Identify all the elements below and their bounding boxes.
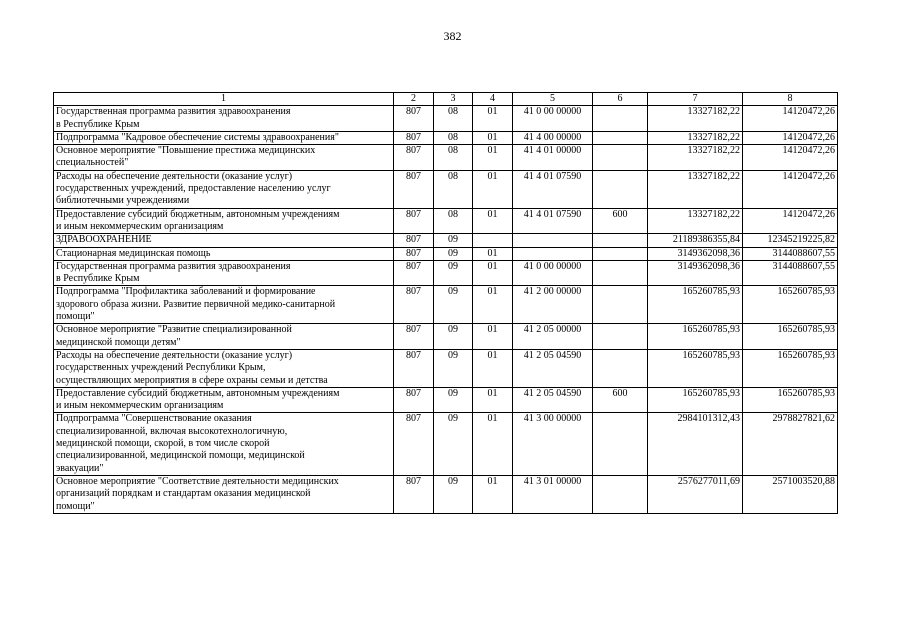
header-col-4: 4 <box>473 93 513 106</box>
row-section-cell: 09 <box>434 413 473 475</box>
row-amount-year2-cell: 165260785,93 <box>743 324 838 350</box>
row-amount-year1-cell: 165260785,93 <box>648 387 743 413</box>
row-name-cell: Государственная программа развития здравоохранения в Республике Крым <box>54 260 394 286</box>
row-section-cell: 08 <box>434 170 473 208</box>
row-section-cell: 08 <box>434 145 473 171</box>
row-expense-type-cell <box>593 413 648 475</box>
table-row <box>54 387 838 413</box>
row-amount-year1-cell: 165260785,93 <box>648 286 743 324</box>
row-expense-type-cell: 600 <box>593 387 648 413</box>
row-target-article-cell: 41 2 05 04590 <box>513 349 593 387</box>
row-admin-code-cell: 807 <box>394 387 434 413</box>
row-section-cell: 09 <box>434 286 473 324</box>
row-target-article-cell: 41 4 01 07590 <box>513 170 593 208</box>
row-name-cell: Государственная программа развития здравоохранения в Республике Крым <box>54 106 394 132</box>
row-amount-year1-cell: 13327182,22 <box>648 145 743 171</box>
row-subsection-cell: 01 <box>473 170 513 208</box>
header-col-3: 3 <box>434 93 473 106</box>
row-admin-code-cell: 807 <box>394 131 434 144</box>
row-target-article-cell: 41 4 01 07590 <box>513 208 593 234</box>
row-amount-year2-cell: 14120472,26 <box>743 208 838 234</box>
row-amount-year1-cell: 13327182,22 <box>648 131 743 144</box>
row-expense-type-cell <box>593 286 648 324</box>
row-admin-code-cell: 807 <box>394 208 434 234</box>
row-amount-year1-cell: 2576277011,69 <box>648 475 743 513</box>
row-subsection-cell: 01 <box>473 260 513 286</box>
row-target-article-cell <box>513 234 593 247</box>
table-row <box>54 234 838 247</box>
row-name-cell: ЗДРАВООХРАНЕНИЕ <box>54 234 394 247</box>
row-subsection-cell: 01 <box>473 131 513 144</box>
row-name-cell: Подпрограмма "Кадровое обеспечение системы здравоохранения" <box>54 131 394 144</box>
row-name-cell: Предоставление субсидий бюджетным, автономным учреждениям и иным некоммерческим организациям <box>54 208 394 234</box>
row-admin-code-cell: 807 <box>394 324 434 350</box>
row-name-cell: Расходы на обеспечение деятельности (оказание услуг) государственных учреждений, предоставление населению услуг библиотечными учреждениями <box>54 170 394 208</box>
row-section-cell: 08 <box>434 106 473 132</box>
row-admin-code-cell: 807 <box>394 247 434 260</box>
row-section-cell: 08 <box>434 131 473 144</box>
row-section-cell: 09 <box>434 247 473 260</box>
table-row <box>54 131 838 144</box>
table-row <box>54 170 838 208</box>
table-row <box>54 208 838 234</box>
table-row <box>54 106 838 132</box>
budget-table <box>53 92 838 514</box>
row-expense-type-cell <box>593 131 648 144</box>
row-name-cell: Подпрограмма "Профилактика заболеваний и формирование здорового образа жизни. Развитие первичной медико-санитарной помощи" <box>54 286 394 324</box>
row-amount-year1-cell: 21189386355,84 <box>648 234 743 247</box>
row-name-cell: Основное мероприятие "Соответствие деятельности медицинских организаций порядкам и стандартам оказания медицинской помощи" <box>54 475 394 513</box>
row-amount-year2-cell: 14120472,26 <box>743 106 838 132</box>
row-amount-year2-cell: 2571003520,88 <box>743 475 838 513</box>
row-amount-year2-cell: 3144088607,55 <box>743 247 838 260</box>
row-expense-type-cell <box>593 106 648 132</box>
row-admin-code-cell: 807 <box>394 475 434 513</box>
row-name-cell: Предоставление субсидий бюджетным, автономным учреждениям и иным некоммерческим организациям <box>54 387 394 413</box>
row-expense-type-cell <box>593 145 648 171</box>
row-target-article-cell: 41 0 00 00000 <box>513 260 593 286</box>
row-section-cell: 09 <box>434 324 473 350</box>
row-expense-type-cell <box>593 260 648 286</box>
row-amount-year1-cell: 13327182,22 <box>648 106 743 132</box>
header-col-5: 5 <box>513 93 593 106</box>
header-col-6: 6 <box>593 93 648 106</box>
row-target-article-cell: 41 4 01 00000 <box>513 145 593 171</box>
header-col-2: 2 <box>394 93 434 106</box>
row-amount-year2-cell: 14120472,26 <box>743 131 838 144</box>
row-name-cell: Основное мероприятие "Повышение престижа медицинских специальностей" <box>54 145 394 171</box>
row-expense-type-cell <box>593 170 648 208</box>
row-subsection-cell: 01 <box>473 387 513 413</box>
row-expense-type-cell <box>593 324 648 350</box>
row-section-cell: 09 <box>434 349 473 387</box>
table-row <box>54 145 838 171</box>
row-subsection-cell: 01 <box>473 106 513 132</box>
row-amount-year2-cell: 14120472,26 <box>743 170 838 208</box>
table-row <box>54 324 838 350</box>
row-subsection-cell: 01 <box>473 413 513 475</box>
table-row <box>54 349 838 387</box>
row-amount-year2-cell: 14120472,26 <box>743 145 838 171</box>
row-admin-code-cell: 807 <box>394 349 434 387</box>
row-subsection-cell: 01 <box>473 247 513 260</box>
row-expense-type-cell <box>593 247 648 260</box>
table-row <box>54 286 838 324</box>
table-row <box>54 413 838 475</box>
page-number: 382 <box>443 29 462 43</box>
row-amount-year2-cell: 165260785,93 <box>743 286 838 324</box>
row-amount-year1-cell: 13327182,22 <box>648 208 743 234</box>
row-subsection-cell: 01 <box>473 286 513 324</box>
row-admin-code-cell: 807 <box>394 170 434 208</box>
row-amount-year1-cell: 3149362098,36 <box>648 260 743 286</box>
row-subsection-cell: 01 <box>473 324 513 350</box>
row-subsection-cell: 01 <box>473 349 513 387</box>
table-row <box>54 247 838 260</box>
row-expense-type-cell <box>593 349 648 387</box>
row-admin-code-cell: 807 <box>394 286 434 324</box>
row-subsection-cell <box>473 234 513 247</box>
row-name-cell: Стационарная медицинская помощь <box>54 247 394 260</box>
header-col-1: 1 <box>54 93 394 106</box>
row-amount-year2-cell: 165260785,93 <box>743 349 838 387</box>
row-target-article-cell: 41 0 00 00000 <box>513 106 593 132</box>
row-admin-code-cell: 807 <box>394 145 434 171</box>
row-target-article-cell: 41 4 00 00000 <box>513 131 593 144</box>
row-section-cell: 08 <box>434 208 473 234</box>
row-admin-code-cell: 807 <box>394 234 434 247</box>
row-name-cell: Расходы на обеспечение деятельности (оказание услуг) государственных учреждений Республики Крым, осуществляющих мероприятия в сфере охраны семьи и детства <box>54 349 394 387</box>
row-section-cell: 09 <box>434 387 473 413</box>
row-amount-year1-cell: 13327182,22 <box>648 170 743 208</box>
row-amount-year2-cell: 3144088607,55 <box>743 260 838 286</box>
header-row <box>54 93 838 106</box>
row-subsection-cell: 01 <box>473 475 513 513</box>
row-amount-year1-cell: 165260785,93 <box>648 324 743 350</box>
row-expense-type-cell <box>593 475 648 513</box>
row-target-article-cell: 41 2 05 00000 <box>513 324 593 350</box>
row-name-cell: Подпрограмма "Совершенствование оказания специализированной, включая высокотехнологичную, медицинской помощи, скорой, в том числе скорой специализированной, медицинской помощи, медицинской эвакуации" <box>54 413 394 475</box>
row-section-cell: 09 <box>434 260 473 286</box>
row-expense-type-cell: 600 <box>593 208 648 234</box>
row-amount-year2-cell: 165260785,93 <box>743 387 838 413</box>
row-target-article-cell: 41 2 05 04590 <box>513 387 593 413</box>
row-subsection-cell: 01 <box>473 208 513 234</box>
row-target-article-cell: 41 3 01 00000 <box>513 475 593 513</box>
row-name-cell: Основное мероприятие "Развитие специализированной медицинской помощи детям" <box>54 324 394 350</box>
row-section-cell: 09 <box>434 234 473 247</box>
row-amount-year1-cell: 2984101312,43 <box>648 413 743 475</box>
row-amount-year1-cell: 3149362098,36 <box>648 247 743 260</box>
row-target-article-cell: 41 3 00 00000 <box>513 413 593 475</box>
row-expense-type-cell <box>593 234 648 247</box>
row-amount-year1-cell: 165260785,93 <box>648 349 743 387</box>
row-section-cell: 09 <box>434 475 473 513</box>
row-amount-year2-cell: 12345219225,82 <box>743 234 838 247</box>
row-subsection-cell: 01 <box>473 145 513 171</box>
row-target-article-cell: 41 2 00 00000 <box>513 286 593 324</box>
row-amount-year2-cell: 2978827821,62 <box>743 413 838 475</box>
header-col-7: 7 <box>648 93 743 106</box>
row-admin-code-cell: 807 <box>394 106 434 132</box>
row-admin-code-cell: 807 <box>394 413 434 475</box>
table-row <box>54 475 838 513</box>
row-target-article-cell <box>513 247 593 260</box>
table-row <box>54 260 838 286</box>
header-col-8: 8 <box>743 93 838 106</box>
row-admin-code-cell: 807 <box>394 260 434 286</box>
